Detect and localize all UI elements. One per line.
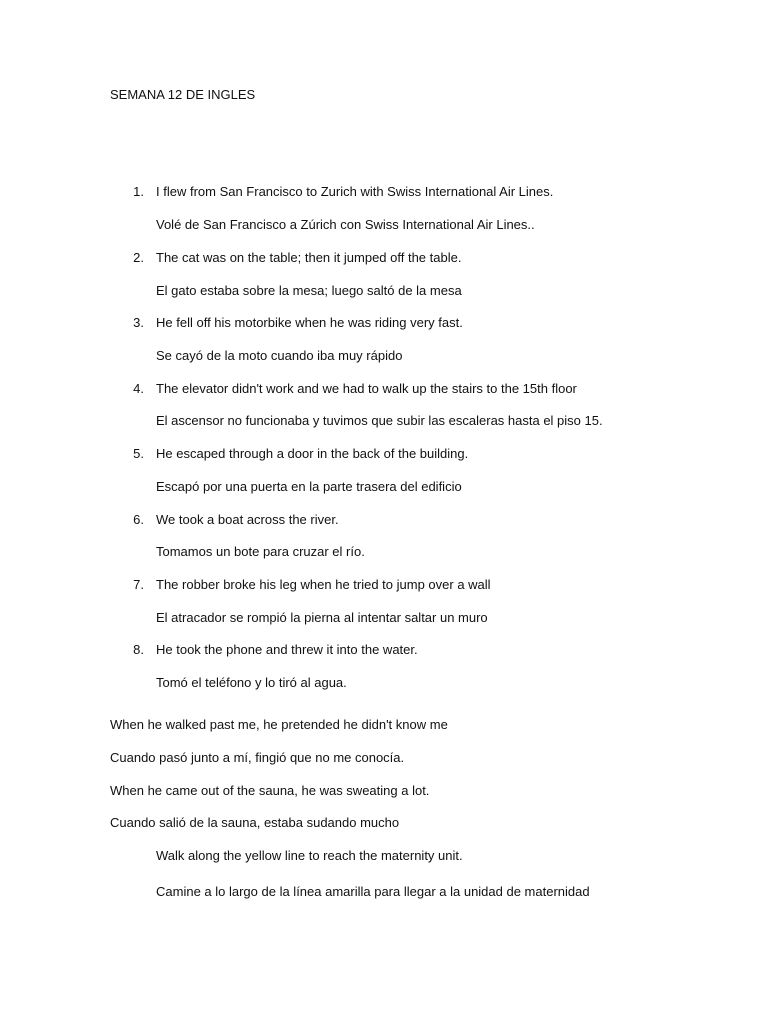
item-english: We took a boat across the river. xyxy=(156,512,339,527)
indented-spanish: Camine a lo largo de la línea amarilla para llegar a la unidad de maternidad xyxy=(156,884,590,899)
item-spanish: Escapó por una puerta en la parte trasera del edificio xyxy=(156,479,462,494)
extra-spanish: Cuando salió de la sauna, estaba sudando mucho xyxy=(110,815,400,830)
item-spanish: El ascensor no funcionaba y tuvimos que subir las escaleras hasta el piso 15. xyxy=(156,413,603,428)
item-english: The cat was on the table; then it jumped off the table. xyxy=(156,250,462,265)
item-english: The elevator didn't work and we had to walk up the stairs to the 15th floor xyxy=(156,381,577,396)
item-spanish: Volé de San Francisco a Zúrich con Swiss International Air Lines.. xyxy=(156,217,535,232)
item-number: 7. xyxy=(133,577,144,592)
item-english: I flew from San Francisco to Zurich with Swiss International Air Lines. xyxy=(156,184,554,199)
extra-english: When he walked past me, he pretended he didn't know me xyxy=(110,717,448,732)
item-english: He escaped through a door in the back of the building. xyxy=(156,446,469,461)
document-title: SEMANA 12 DE INGLES xyxy=(110,87,256,102)
item-spanish: Tomó el teléfono y lo tiró al agua. xyxy=(156,675,347,690)
item-number: 5. xyxy=(133,446,144,461)
item-number: 4. xyxy=(133,381,144,396)
item-english: He fell off his motorbike when he was riding very fast. xyxy=(156,315,463,330)
indented-english: Walk along the yellow line to reach the maternity unit. xyxy=(156,848,463,863)
item-number: 1. xyxy=(133,184,144,199)
item-spanish: El gato estaba sobre la mesa; luego saltó de la mesa xyxy=(156,283,462,298)
item-number: 3. xyxy=(133,315,144,330)
item-spanish: Se cayó de la moto cuando iba muy rápido xyxy=(156,348,403,363)
extra-english: When he came out of the sauna, he was sweating a lot. xyxy=(110,783,430,798)
item-number: 2. xyxy=(133,250,144,265)
item-number: 6. xyxy=(133,512,144,527)
item-english: He took the phone and threw it into the water. xyxy=(156,642,418,657)
extra-spanish: Cuando pasó junto a mí, fingió que no me conocía. xyxy=(110,750,405,765)
item-spanish: Tomamos un bote para cruzar el río. xyxy=(156,544,365,559)
item-english: The robber broke his leg when he tried to jump over a wall xyxy=(156,577,491,592)
item-number: 8. xyxy=(133,642,144,657)
item-spanish: El atracador se rompió la pierna al intentar saltar un muro xyxy=(156,610,488,625)
